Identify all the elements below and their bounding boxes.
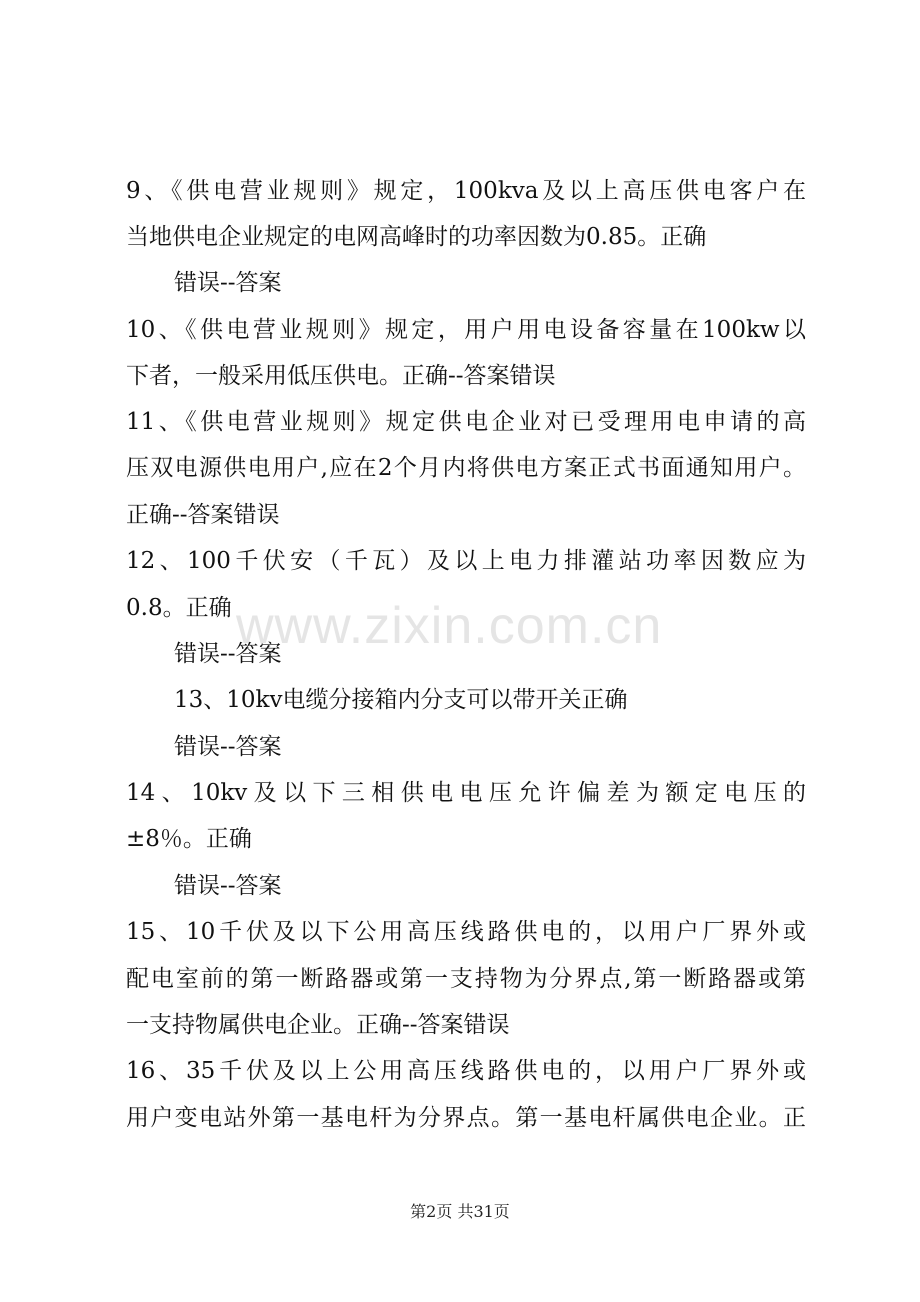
question-13-answer: 错误--答案 — [174, 734, 282, 760]
question-9-answer: 错误--答案 — [174, 270, 282, 296]
question-13-line-1: 13、10kv电缆分接箱内分支可以带开关正确 — [174, 687, 628, 713]
question-14-line-2: ±8％。正确 — [126, 826, 252, 852]
question-9-line-1: 9、《供电营业规则》规定，100kva及以上高压供电客户在 — [126, 178, 806, 204]
question-10-line-1: 10、《供电营业规则》规定，用户用电设备容量在100kw以 — [126, 317, 806, 343]
question-12-answer: 错误--答案 — [174, 641, 282, 667]
question-9-line-2: 当地供电企业规定的电网高峰时的功率因数为0.85。正确 — [126, 224, 707, 250]
watermark: www.zixin.com.cn — [236, 597, 663, 655]
question-11-line-1: 11、《供电营业规则》规定供电企业对已受理用电申请的高 — [126, 409, 806, 435]
question-11-line-3: 正确--答案错误 — [126, 502, 280, 528]
question-14-answer: 错误--答案 — [174, 873, 282, 899]
question-15-line-2: 配电室前的第一断路器或第一支持物为分界点,第一断路器或第 — [126, 966, 806, 992]
question-16-line-2: 用户变电站外第一基电杆为分界点。第一基电杆属供电企业。正 — [126, 1105, 806, 1131]
question-15-line-3: 一支持物属供电企业。正确--答案错误 — [126, 1012, 510, 1038]
question-11-line-2: 压双电源供电用户,应在2个月内将供电方案正式书面通知用户。 — [126, 455, 806, 481]
question-12-line-1: 12、100千伏安（千瓦）及以上电力排灌站功率因数应为 — [126, 548, 806, 574]
question-14-line-1: 14、10kv及以下三相供电电压允许偏差为额定电压的 — [126, 780, 806, 806]
question-15-line-1: 15、10千伏及以下公用高压线路供电的，以用户厂界外或 — [126, 919, 806, 945]
page-footer: 第2页 共31页 — [410, 1202, 510, 1221]
question-10-line-2: 下者，一般采用低压供电。正确--答案错误 — [126, 363, 556, 389]
question-16-line-1: 16、35千伏及以上公用高压线路供电的，以用户厂界外或 — [126, 1058, 806, 1084]
question-12-line-2: 0.8。正确 — [126, 595, 232, 621]
